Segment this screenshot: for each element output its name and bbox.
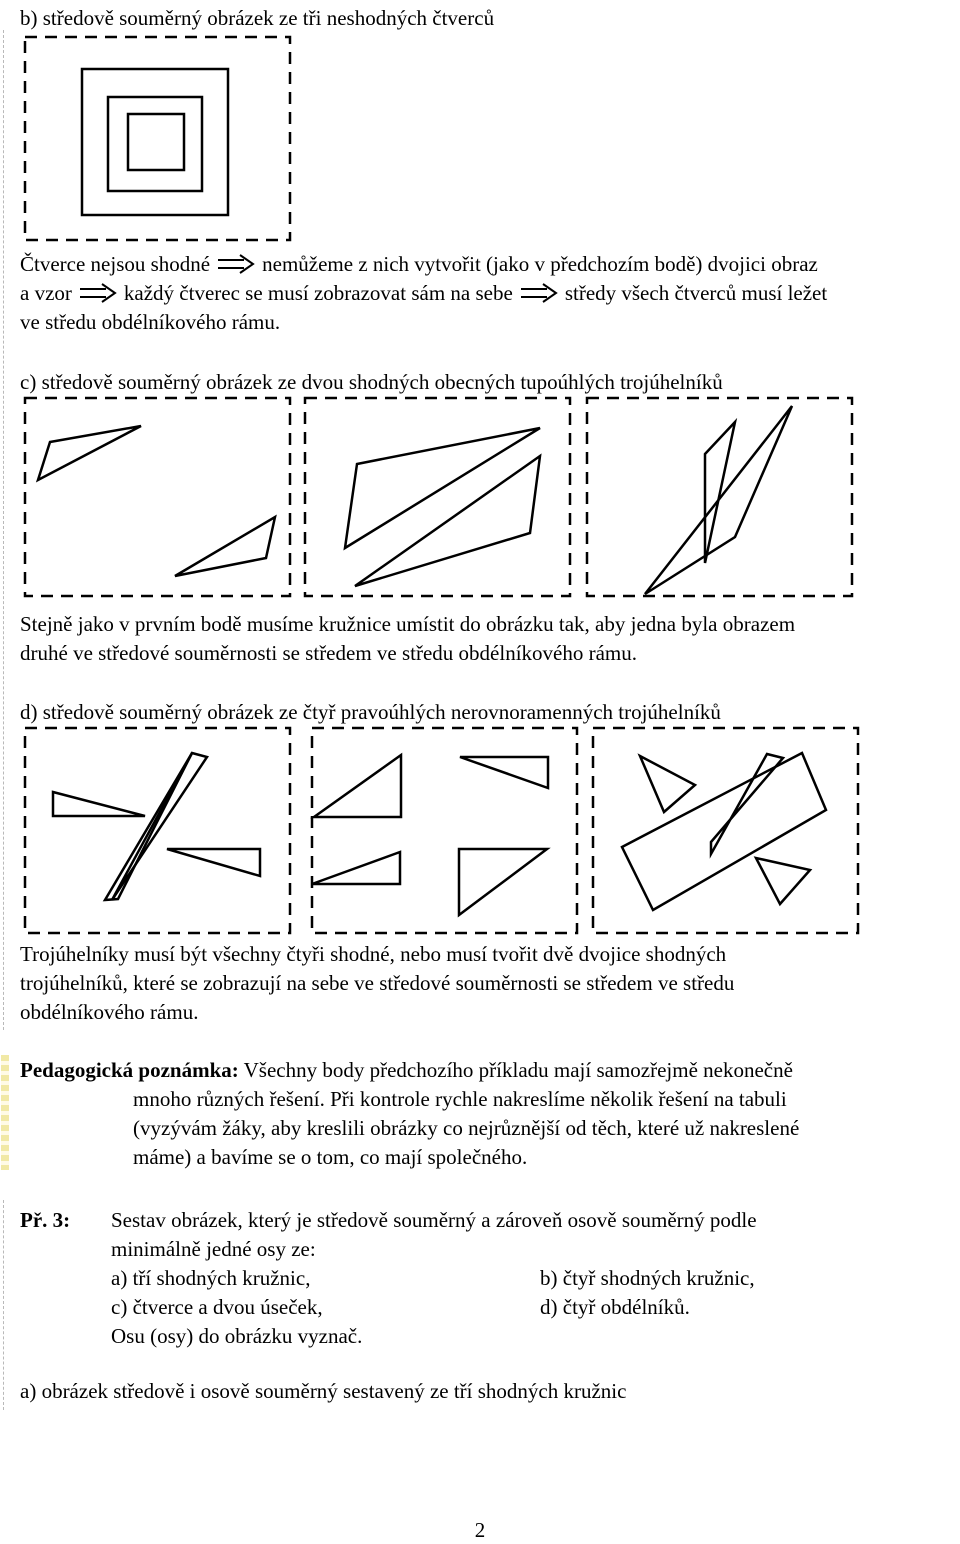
square-large <box>82 69 228 215</box>
triangle-2b <box>355 456 540 586</box>
note-line-4: máme) a bavíme se o tom, co mají společného. <box>133 1145 528 1169</box>
section-d-explanation-1: Trojúhelníky musí být všechny čtyři shodné, nebo musí tvořit dvě dvojice shodných <box>20 942 727 966</box>
implies-arrow-icon <box>519 283 559 303</box>
triangle-d3d <box>711 754 783 854</box>
triangle-3b <box>645 406 792 594</box>
page-number: 2 <box>474 1518 486 1542</box>
note-margin-bar <box>1 1055 9 1170</box>
section-b-line-1: Čtverce nejsou shodné nemůžeme z nich vytvořit (jako v předchozím bodě) dvojici obraz <box>20 252 818 276</box>
note-line-2: mnoho různých řešení. Při kontrole rychle nakreslíme několik řešení na tabuli <box>133 1087 787 1111</box>
section-c-explanation-2: druhé ve středové souměrnosti se středem ve středu obdélníkového rámu. <box>20 641 638 665</box>
note-line-3: (vyzývám žáky, aby kreslili obrázky co nejrůznější od těch, které už nakreslené <box>133 1116 800 1140</box>
option-b: b) čtyř shodných kružnic, <box>540 1266 755 1290</box>
section-d-heading: d) středově souměrný obrázek ze čtyř pravoúhlých nerovnoramenných trojúhelníků <box>20 700 721 724</box>
square-medium <box>108 97 202 191</box>
dashed-frame <box>25 37 290 240</box>
option-d: d) čtyř obdélníků. <box>540 1295 690 1319</box>
triangle-d1a <box>53 792 145 816</box>
triangle-3a <box>705 422 735 563</box>
section-d-explanation-3: obdélníkového rámu. <box>20 1000 199 1024</box>
triangle-d2b <box>459 849 547 915</box>
exercise-body <box>111 1206 951 1351</box>
margin-line-lower <box>3 1200 4 1410</box>
figure-obtuse-triangles <box>0 390 960 605</box>
implies-arrow-icon <box>216 254 256 274</box>
option-a: a) tří shodných kružnic, <box>111 1266 311 1290</box>
triangle-d3a <box>640 756 695 812</box>
dashed-frame-1 <box>25 398 290 596</box>
section-c-explanation-1: Stejně jako v prvním bodě musíme kružnice umístit do obrázku tak, aby jedna byla obrazem <box>20 612 796 636</box>
triangle-2a <box>345 428 540 548</box>
triangle-d3b <box>756 858 810 904</box>
triangle-d2c <box>460 757 548 788</box>
note-label: Pedagogická poznámka: <box>20 1058 239 1082</box>
triangle-1a <box>38 426 141 480</box>
implies-arrow-icon <box>78 283 118 303</box>
triangle-d1b <box>167 849 260 876</box>
section-a-heading: a) obrázek středově i osově souměrný sestavený ze tří shodných kružnic <box>20 1379 627 1403</box>
triangle-d2d <box>312 852 400 884</box>
section-b-heading: b) středově souměrný obrázek ze tři neshodných čtverců <box>20 6 495 30</box>
dashed-frame-2 <box>305 398 570 596</box>
exercise-line-1: Sestav obrázek, který je středově souměrný a zároveň osově souměrný podle <box>111 1208 757 1232</box>
dashed-frame-2 <box>312 728 577 933</box>
section-d-explanation-2: trojúhelníků, které se zobrazují na sebe ve středové souměrnosti se středem ve středu <box>20 971 735 995</box>
option-c: c) čtverce a dvou úseček, <box>111 1295 323 1319</box>
figure-right-triangles <box>0 722 960 940</box>
exercise-line-2: minimálně jedné osy ze: <box>111 1237 316 1261</box>
section-b-line-2: a vzor každý čtverec se musí zobrazovat sám na sebe středy všech čtverců musí ležet <box>20 281 828 305</box>
exercise-axis-instruction: Osu (osy) do obrázku vyznač. <box>111 1324 363 1348</box>
triangle-d1c <box>112 753 207 900</box>
triangle-d1d <box>105 753 192 900</box>
figure-three-squares <box>0 30 300 245</box>
note-first-line: Všechny body předchozího příkladu mají samozřejmě nekonečně <box>243 1058 793 1082</box>
square-small <box>128 114 184 170</box>
exercise-options-row-1 <box>111 1264 951 1293</box>
exercise-label: Př. 3: <box>20 1208 71 1232</box>
pedagogical-note <box>20 1056 950 1172</box>
triangle-1b <box>175 517 275 576</box>
triangle-d2a <box>314 755 401 817</box>
exercise-options-row-2 <box>111 1293 951 1322</box>
section-c-heading: c) středově souměrný obrázek ze dvou shodných obecných tupoúhlých trojúhelníků <box>20 370 723 394</box>
section-b-line-3: ve středu obdélníkového rámu. <box>20 310 281 334</box>
